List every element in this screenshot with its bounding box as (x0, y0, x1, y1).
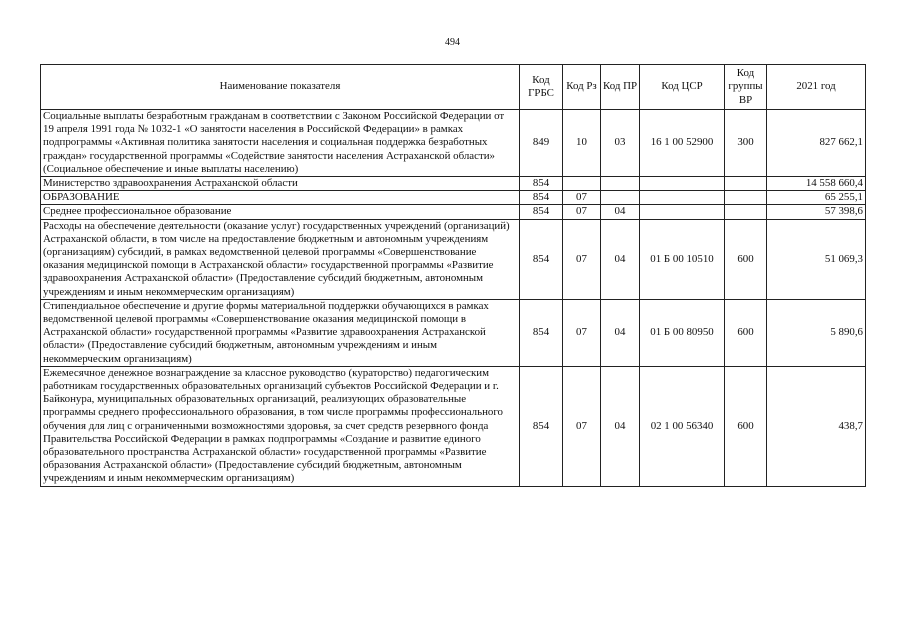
table-row (41, 299, 866, 366)
row-csr: 16 1 00 52900 (640, 110, 725, 177)
budget-table (40, 64, 866, 487)
row-amount: 57 398,6 (767, 205, 866, 219)
table-row (41, 110, 866, 177)
row-csr (640, 191, 725, 205)
row-name: Среднее профессиональное образование (41, 205, 520, 219)
row-vr (725, 177, 767, 191)
row-amount: 51 069,3 (767, 219, 866, 299)
row-rz: 07 (563, 366, 601, 486)
row-csr: 01 Б 00 10510 (640, 219, 725, 299)
row-amount: 5 890,6 (767, 299, 866, 366)
row-name: ОБРАЗОВАНИЕ (41, 191, 520, 205)
row-csr: 01 Б 00 80950 (640, 299, 725, 366)
row-csr (640, 205, 725, 219)
row-amount: 438,7 (767, 366, 866, 486)
row-pr: 03 (601, 110, 640, 177)
row-name: Стипендиальное обеспечение и другие формы материальной поддержки обучающихся в рамках ведомственной целевой программы «Совершенствование оказания медицинской помощи в Астраханской области» государственной программы «Развитие здравоохранения Астраханской области» (Предоставление субсидий бюджетным, автономным учреждениям и иным некоммерческим организациям) (41, 299, 520, 366)
header-indicator-name: Наименование показателя (41, 65, 520, 110)
header-pr-code: Код ПР (601, 65, 640, 110)
header-grbs-code: Код ГРБС (520, 65, 563, 110)
row-rz: 07 (563, 191, 601, 205)
row-rz (563, 177, 601, 191)
table-row (41, 177, 866, 191)
row-grbs: 854 (520, 177, 563, 191)
row-amount: 65 255,1 (767, 191, 866, 205)
row-grbs: 849 (520, 110, 563, 177)
row-pr: 04 (601, 205, 640, 219)
row-rz: 10 (563, 110, 601, 177)
table-row (41, 205, 866, 219)
row-vr: 600 (725, 299, 767, 366)
table-row (41, 219, 866, 299)
row-vr: 300 (725, 110, 767, 177)
row-pr (601, 191, 640, 205)
row-vr (725, 205, 767, 219)
table-row (41, 191, 866, 205)
page-number: 494 (445, 37, 460, 48)
row-grbs: 854 (520, 219, 563, 299)
row-grbs: 854 (520, 205, 563, 219)
header-vr-code: Код группы ВР (725, 65, 767, 110)
header-csr-code: Код ЦСР (640, 65, 725, 110)
row-name: Ежемесячное денежное вознаграждение за классное руководство (кураторство) педагогическим работникам государственных образовательных организаций субъектов Российской Федерации и г. Байконура, муниципальных образовательных организаций, реализующих образовательные программы среднего профессионального образования, в том числе программы профессионального обучения для лиц с ограниченными возможностями здоровья, за счет средств резервного фонда Правительства Российской Федерации в рамках подпрограммы «Создание и развитие единого образовательного пространства Астраханской области» государственной программы «Развитие образования Астраханской области» (Предоставление субсидий бюджетным, автономным учреждениям и иным некоммерческим организациям) (41, 366, 520, 486)
row-pr: 04 (601, 219, 640, 299)
row-vr: 600 (725, 219, 767, 299)
row-vr (725, 191, 767, 205)
row-grbs: 854 (520, 191, 563, 205)
row-csr (640, 177, 725, 191)
row-pr (601, 177, 640, 191)
row-amount: 827 662,1 (767, 110, 866, 177)
row-vr: 600 (725, 366, 767, 486)
table-row (41, 366, 866, 486)
row-grbs: 854 (520, 366, 563, 486)
table-header-row (41, 65, 866, 110)
row-grbs: 854 (520, 299, 563, 366)
row-rz: 07 (563, 219, 601, 299)
row-rz: 07 (563, 299, 601, 366)
header-rz-code: Код Рз (563, 65, 601, 110)
row-pr: 04 (601, 366, 640, 486)
row-csr: 02 1 00 56340 (640, 366, 725, 486)
row-rz: 07 (563, 205, 601, 219)
row-name: Социальные выплаты безработным гражданам в соответствии с Законом Российской Федерации от 19 апреля 1991 года № 1032-1 «О занятости населения в Российской Федерации» в рамках подпрограммы «Активная политика занятости населения и социальная поддержка безработных граждан» государственной программы «Содействие занятости населения Астраханской области» (Социальное обеспечение и иные выплаты населению) (41, 110, 520, 177)
row-name: Расходы на обеспечение деятельности (оказание услуг) государственных учреждений (организаций) Астраханской области, в том числе на предоставление бюджетным и автономным учреждениям (организациям) субсидий, в рамках ведомственной целевой программы «Совершенствование оказания медицинской помощи в Астраханской области» государственной программы «Развитие здравоохранения Астраханской области» (Предоставление субсидий бюджетным, автономным учреждениям и иным некоммерческим организациям) (41, 219, 520, 299)
row-name: Министерство здравоохранения Астраханской области (41, 177, 520, 191)
row-pr: 04 (601, 299, 640, 366)
header-year-2021: 2021 год (767, 65, 866, 110)
row-amount: 14 558 660,4 (767, 177, 866, 191)
